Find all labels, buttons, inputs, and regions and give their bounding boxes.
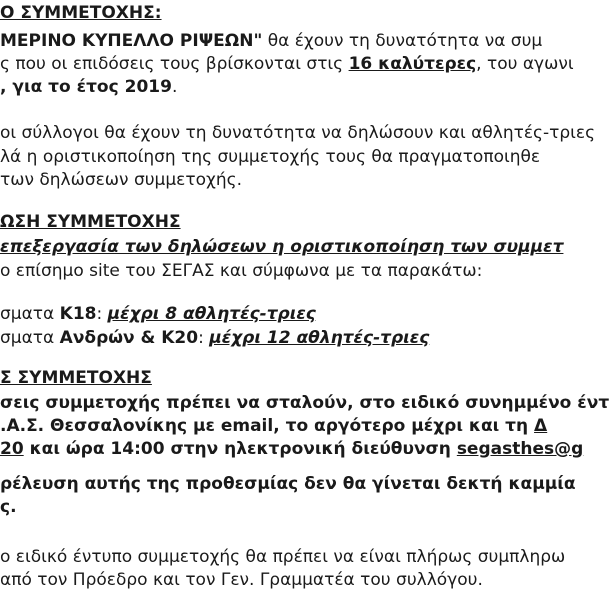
limit-item-men-k20 bbox=[0, 327, 560, 349]
limit-item-k18-text: σματα bbox=[0, 304, 60, 324]
para2-line-3: των δηλώσεων συμμετοχής. bbox=[0, 170, 242, 190]
limit-item-men-k20-category: Ανδρών & Κ20 bbox=[59, 328, 199, 348]
limit-item-k18-limit: μέχρι 8 αθλητές-τριες bbox=[107, 304, 316, 324]
sec2-line-1: ο επίσημο site του ΣΕΓΑΣ και σύμφωνα με τα παρακάτω: bbox=[0, 261, 483, 281]
section-heading-participation: Ο ΣΥΜΜΕΤΟΧΗΣ: bbox=[0, 3, 162, 23]
sec3-line-1: σεις συμμετοχής πρέπει να σταλούν, στο ειδικό συνημμένο έντ bbox=[0, 393, 609, 413]
sec1-line-1-text: θα έχουν τη δυνατότητα να συμ bbox=[262, 31, 543, 51]
limit-item-k18 bbox=[0, 303, 560, 325]
limit-item-men-k20-text: σματα bbox=[0, 328, 60, 348]
limit-item-men-k20-limit: μέχρι 12 αθλητές-τριες bbox=[209, 328, 430, 348]
para2-line-1: οι σύλλογοι θα έχουν τη δυνατότητα να δηλώσουν και αθλητές-τριες bbox=[0, 123, 596, 143]
deadline-year: 20 bbox=[0, 439, 24, 459]
cup-name: ΜΕΡΙΝΟ ΚΥΠΕΛΛΟ ΡΙΨΕΩΝ" bbox=[0, 31, 263, 51]
sec1-line-2-text: ς που οι επιδόσεις τους βρίσκονται στις bbox=[0, 54, 349, 74]
para2-line-2: λά η οριστικοποίηση της συμμετοχής τους θα πραγματοποιηθε bbox=[0, 147, 541, 167]
sec2-subheading: επεξεργασία των δηλώσεων η οριστικοποίηση των συμμετ bbox=[0, 237, 564, 257]
deadline-date: Δ bbox=[534, 416, 548, 436]
email-link[interactable]: segasthes@g bbox=[456, 439, 584, 459]
year-text: , για το έτος 2019 bbox=[0, 77, 172, 97]
sec1-line-3-tail: . bbox=[171, 77, 178, 97]
sec1-line-3 bbox=[0, 76, 560, 98]
section-heading-declaration: ΩΣΗ ΣΥΜΜΕΤΟΧΗΣ bbox=[0, 212, 181, 232]
para4-line-2: από τον Πρόεδρο και τον Γεν. Γραμματέα του συλλόγου. bbox=[0, 570, 483, 590]
top-16-link: 16 καλύτερες bbox=[348, 54, 477, 74]
sec3-line-4: ρέλευση αυτής της προθεσμίας δεν θα γίνεται δεκτή καμμία bbox=[0, 474, 576, 494]
sec1-line-1 bbox=[0, 30, 560, 52]
sec3-line-3 bbox=[0, 438, 584, 460]
sec3-line-2 bbox=[0, 415, 560, 437]
limit-item-k18-colon: : bbox=[96, 304, 108, 324]
sec3-line-2-text: .Α.Σ. Θεσσαλονίκης με email, το αργότερο μέχρι και τη bbox=[0, 416, 535, 436]
section-heading-submission: Σ ΣΥΜΜΕΤΟΧΗΣ bbox=[0, 368, 152, 388]
sec3-line-5: ς. bbox=[0, 497, 17, 517]
sec1-line-2-tail: , του αγωνι bbox=[476, 54, 574, 74]
limit-item-men-k20-colon: : bbox=[198, 328, 210, 348]
limit-item-k18-category: Κ18 bbox=[59, 304, 97, 324]
para4-line-1: ο ειδικό έντυπο συμμετοχής θα πρέπει να είναι πλήρως συμπληρω bbox=[0, 547, 566, 567]
sec3-line-3-text: και ώρα 14:00 στην ηλεκτρονική διεύθυνση bbox=[23, 439, 457, 459]
sec1-line-2 bbox=[0, 53, 574, 75]
